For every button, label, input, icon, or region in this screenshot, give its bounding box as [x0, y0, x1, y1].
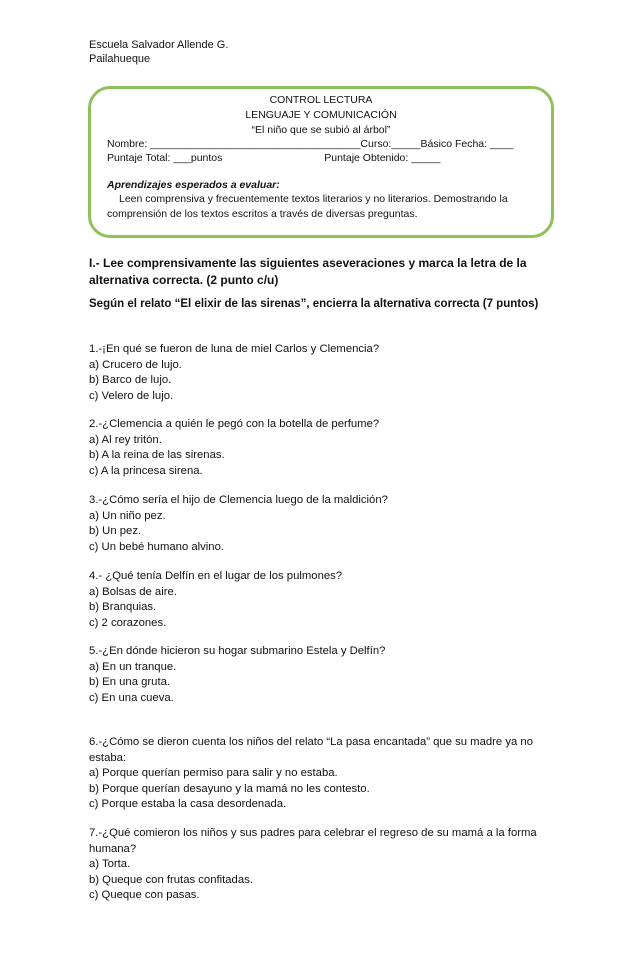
- option-c[interactable]: c) A la princesa sirena.: [89, 464, 203, 477]
- option-c[interactable]: c) Un bebé humano alvino.: [89, 540, 225, 553]
- question-1: [89, 342, 559, 404]
- question-text: 2.-¿Clemencia a quién le pegó con la botella de perfume?: [89, 418, 380, 430]
- option-b[interactable]: b) Barco de lujo.: [89, 374, 172, 386]
- option-a[interactable]: a) Porque querían permiso para salir y no estaba.: [89, 767, 338, 779]
- question-text: 7.-¿Qué comieron los niños y sus padres para celebrar el regreso de su mamá a la forma humana?: [89, 827, 537, 855]
- total-score: Puntaje Total: ___puntos: [107, 152, 223, 164]
- learning-goals-text: Leen comprensiva y frecuentemente textos literarios y no literarios. Demostrando la comprensión de los textos escritos a través de diversas preguntas.: [107, 193, 508, 220]
- score-line: [107, 152, 440, 164]
- student-info-line[interactable]: Nombre: ____________________________________Curso:_____Básico Fecha: ____: [107, 138, 514, 150]
- question-text: 5.-¿En dónde hicieron su hogar submarino Estela y Delfín?: [89, 645, 386, 657]
- school-location: Pailahueque: [89, 53, 151, 65]
- option-c[interactable]: c) 2 corazones.: [89, 616, 167, 629]
- option-b[interactable]: b) Branquias.: [89, 601, 157, 613]
- subject-title: LENGUAJE Y COMUNICACIÓN: [245, 109, 397, 121]
- question-2: [89, 417, 559, 479]
- option-a[interactable]: a) En un tranque.: [89, 660, 177, 673]
- option-c[interactable]: c) Porque estaba la casa desordenada.: [89, 798, 287, 810]
- question-text: 1.-¡En qué se fueron de luna de miel Carlos y Clemencia?: [89, 343, 380, 355]
- option-a[interactable]: a) Al rey tritón.: [89, 433, 162, 446]
- option-c[interactable]: c) En una cueva.: [89, 691, 174, 704]
- option-a[interactable]: a) Crucero de lujo.: [89, 358, 182, 371]
- learning-goals-label: Aprendizajes esperados a evaluar:: [107, 179, 280, 191]
- question-7: [89, 826, 559, 904]
- school-header: [89, 38, 228, 66]
- school-name: Escuela Salvador Allende G.: [89, 39, 229, 51]
- option-b[interactable]: b) Porque querían desayuno y la mamá no les contesto.: [89, 782, 370, 795]
- control-title: CONTROL LECTURA: [269, 94, 373, 106]
- question-3: [89, 493, 559, 555]
- question-text: 4.- ¿Qué tenía Delfín en el lugar de los pulmones?: [89, 570, 343, 582]
- option-b[interactable]: b) Queque con frutas confitadas.: [89, 873, 253, 886]
- question-text: 6.-¿Cómo se dieron cuenta los niños del relato “La pasa encantada” que su madre ya no estaba:: [89, 736, 533, 764]
- option-a[interactable]: a) Bolsas de aire.: [89, 585, 177, 598]
- section-subtitle: Según el relato “El elixir de las sirenas”, encierra la alternativa correcta (7 puntos): [89, 298, 539, 310]
- book-title: “El niño que se subió al árbol”: [251, 124, 391, 136]
- option-b[interactable]: b) A la reina de las sirenas.: [89, 449, 225, 461]
- instructions: I.- Lee comprensivamente las siguientes aseveraciones y marca la letra de la alternativa correcta. (2 punto c/u): [89, 256, 527, 287]
- question-6: [89, 735, 559, 813]
- control-box: [88, 86, 554, 238]
- question-text: 3.-¿Cómo sería el hijo de Clemencia luego de la maldición?: [89, 494, 388, 506]
- option-a[interactable]: a) Torta.: [89, 858, 131, 870]
- option-b[interactable]: b) Un pez.: [89, 525, 142, 537]
- option-a[interactable]: a) Un niño pez.: [89, 509, 166, 522]
- question-5: [89, 644, 559, 706]
- option-c[interactable]: c) Velero de lujo.: [89, 389, 174, 402]
- question-4: [89, 569, 559, 631]
- obtained-score[interactable]: Puntaje Obtenido: _____: [324, 152, 441, 164]
- option-c[interactable]: c) Queque con pasas.: [89, 889, 200, 901]
- option-b[interactable]: b) En una gruta.: [89, 676, 171, 688]
